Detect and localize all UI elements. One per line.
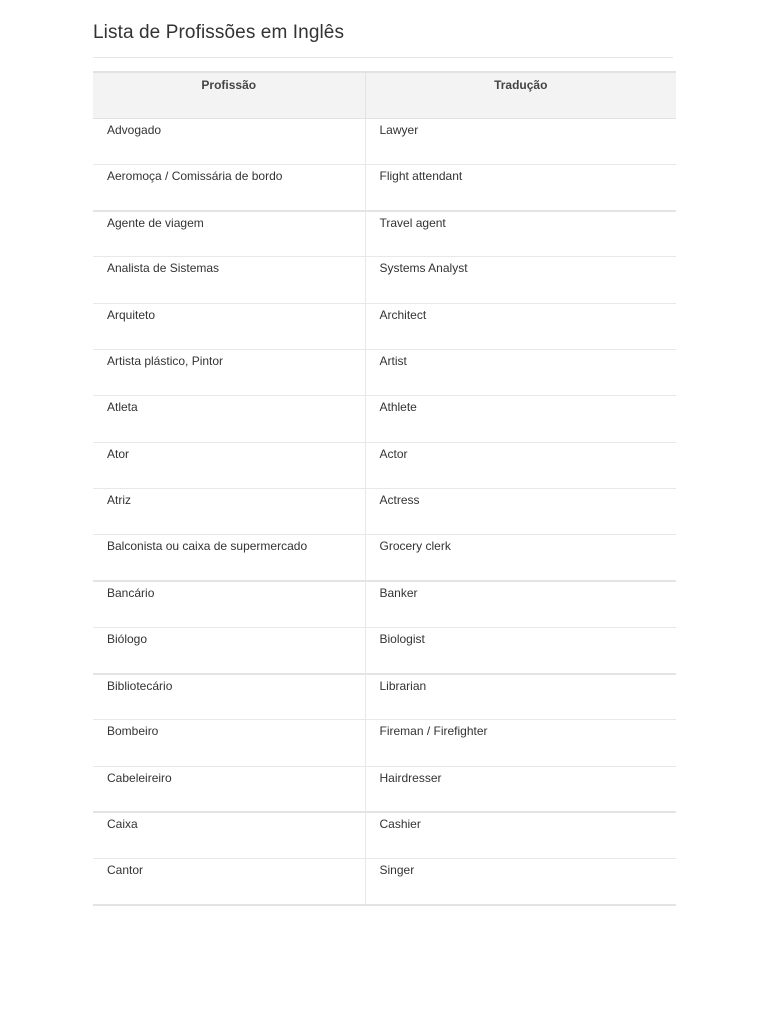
table-row xyxy=(93,766,676,812)
table-row xyxy=(93,118,676,164)
table-row xyxy=(93,211,676,257)
table-row xyxy=(93,164,676,210)
cell-traducao: Travel agent xyxy=(365,211,676,257)
cell-traducao: Biologist xyxy=(365,627,676,673)
cell-profissao: Analista de Sistemas xyxy=(93,257,365,303)
cell-profissao: Cabeleireiro xyxy=(93,766,365,812)
cell-profissao: Bancário xyxy=(93,581,365,627)
cell-profissao: Bibliotecário xyxy=(93,674,365,720)
table-row xyxy=(93,349,676,395)
table-row xyxy=(93,257,676,303)
cell-profissao: Balconista ou caixa de supermercado xyxy=(93,535,365,581)
cell-traducao: Fireman / Firefighter xyxy=(365,720,676,766)
table-row xyxy=(93,581,676,627)
cell-profissao: Atleta xyxy=(93,396,365,442)
cell-traducao: Lawyer xyxy=(365,118,676,164)
cell-traducao: Grocery clerk xyxy=(365,535,676,581)
table-body xyxy=(93,118,676,905)
table-row xyxy=(93,674,676,720)
table-row xyxy=(93,442,676,488)
cell-traducao: Cashier xyxy=(365,812,676,858)
cell-profissao: Ator xyxy=(93,442,365,488)
cell-profissao: Biólogo xyxy=(93,627,365,673)
cell-profissao: Bombeiro xyxy=(93,720,365,766)
cell-profissao: Cantor xyxy=(93,859,365,905)
cell-profissao: Arquiteto xyxy=(93,303,365,349)
cell-traducao: Athlete xyxy=(365,396,676,442)
professions-table xyxy=(93,71,676,906)
title-divider xyxy=(93,57,673,58)
cell-profissao: Aeromoça / Comissária de bordo xyxy=(93,164,365,210)
table-row xyxy=(93,812,676,858)
cell-traducao: Singer xyxy=(365,859,676,905)
cell-traducao: Hairdresser xyxy=(365,766,676,812)
cell-profissao: Caixa xyxy=(93,812,365,858)
page-title: Lista de Profissões em Inglês xyxy=(93,22,345,43)
cell-traducao: Actor xyxy=(365,442,676,488)
cell-traducao: Artist xyxy=(365,349,676,395)
header-traducao: Tradução xyxy=(365,72,676,118)
cell-profissao: Atriz xyxy=(93,488,365,534)
header-profissao: Profissão xyxy=(93,72,365,118)
table-header-row xyxy=(93,72,676,118)
table-row xyxy=(93,303,676,349)
table-row xyxy=(93,535,676,581)
table-row xyxy=(93,396,676,442)
cell-traducao: Librarian xyxy=(365,674,676,720)
cell-traducao: Flight attendant xyxy=(365,164,676,210)
cell-profissao: Agente de viagem xyxy=(93,211,365,257)
cell-traducao: Architect xyxy=(365,303,676,349)
cell-traducao: Banker xyxy=(365,581,676,627)
table-row xyxy=(93,488,676,534)
table-row xyxy=(93,627,676,673)
cell-profissao: Artista plástico, Pintor xyxy=(93,349,365,395)
table-row xyxy=(93,859,676,905)
cell-traducao: Actress xyxy=(365,488,676,534)
cell-profissao: Advogado xyxy=(93,118,365,164)
table-row xyxy=(93,720,676,766)
cell-traducao: Systems Analyst xyxy=(365,257,676,303)
professions-table-container xyxy=(93,71,676,906)
